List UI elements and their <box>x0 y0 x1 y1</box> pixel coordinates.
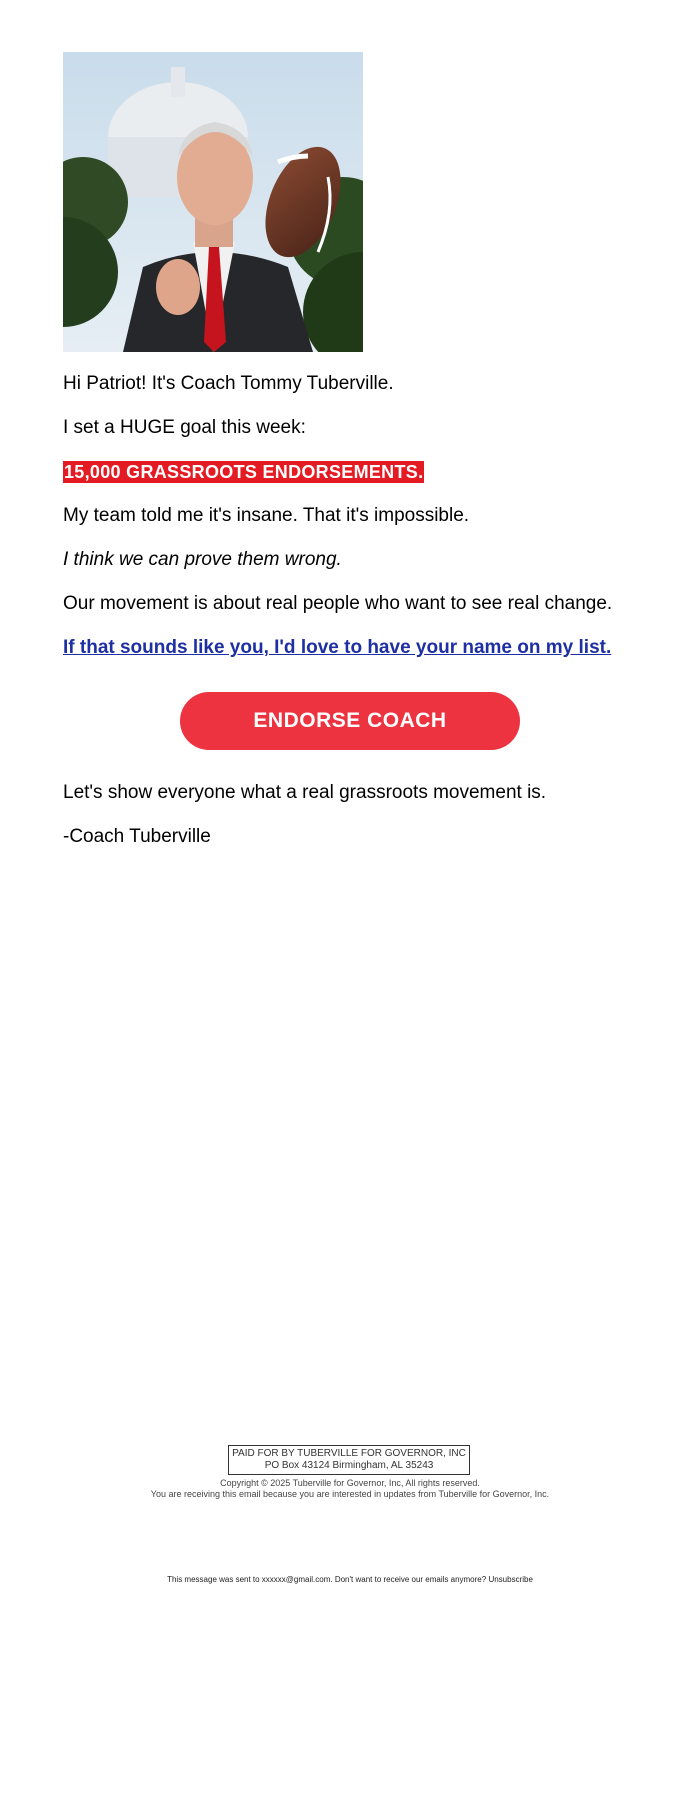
join-list-link[interactable]: If that sounds like you, I'd love to have your name on my list. <box>63 637 612 658</box>
paid-for-line: PAID FOR BY TUBERVILLE FOR GOVERNOR, INC <box>232 1448 466 1459</box>
receiving-reason-text: You are receiving this email because you are interested in updates from Tuberville for Governor, Inc. <box>150 1489 550 1499</box>
signature: -Coach Tuberville <box>63 826 211 847</box>
goal-highlight-paragraph <box>63 461 663 484</box>
prove-wrong-text: I think we can prove them wrong. <box>63 549 342 570</box>
mailing-address: PO Box 43124 Birmingham, AL 35243 <box>264 1460 434 1471</box>
team-said-text: My team told me it's insane. That it's impossible. <box>63 505 470 526</box>
sent-to-text: This message was sent to xxxxxx@gmail.com. Don't want to receive our emails anymore? <box>167 1575 487 1584</box>
sent-to-line <box>0 1574 700 1585</box>
movement-text: Our movement is about real people who want to see real change. <box>63 593 613 614</box>
endorse-coach-button[interactable]: ENDORSE COACH <box>180 692 520 750</box>
greeting-text: Hi Patriot! It's Coach Tommy Tuberville. <box>63 373 394 394</box>
paid-for-disclaimer <box>228 1445 470 1475</box>
closing-text: Let's show everyone what a real grassroots movement is. <box>63 782 547 803</box>
unsubscribe-link[interactable]: Unsubscribe <box>488 1575 533 1584</box>
goal-highlight: 15,000 GRASSROOTS ENDORSEMENTS. <box>64 462 424 482</box>
copyright-text: Copyright © 2025 Tuberville for Governor, Inc, All rights reserved. <box>220 1478 480 1488</box>
hero-photo <box>63 52 363 352</box>
goal-intro-text: I set a HUGE goal this week: <box>63 417 306 438</box>
list-link-paragraph <box>63 637 663 659</box>
